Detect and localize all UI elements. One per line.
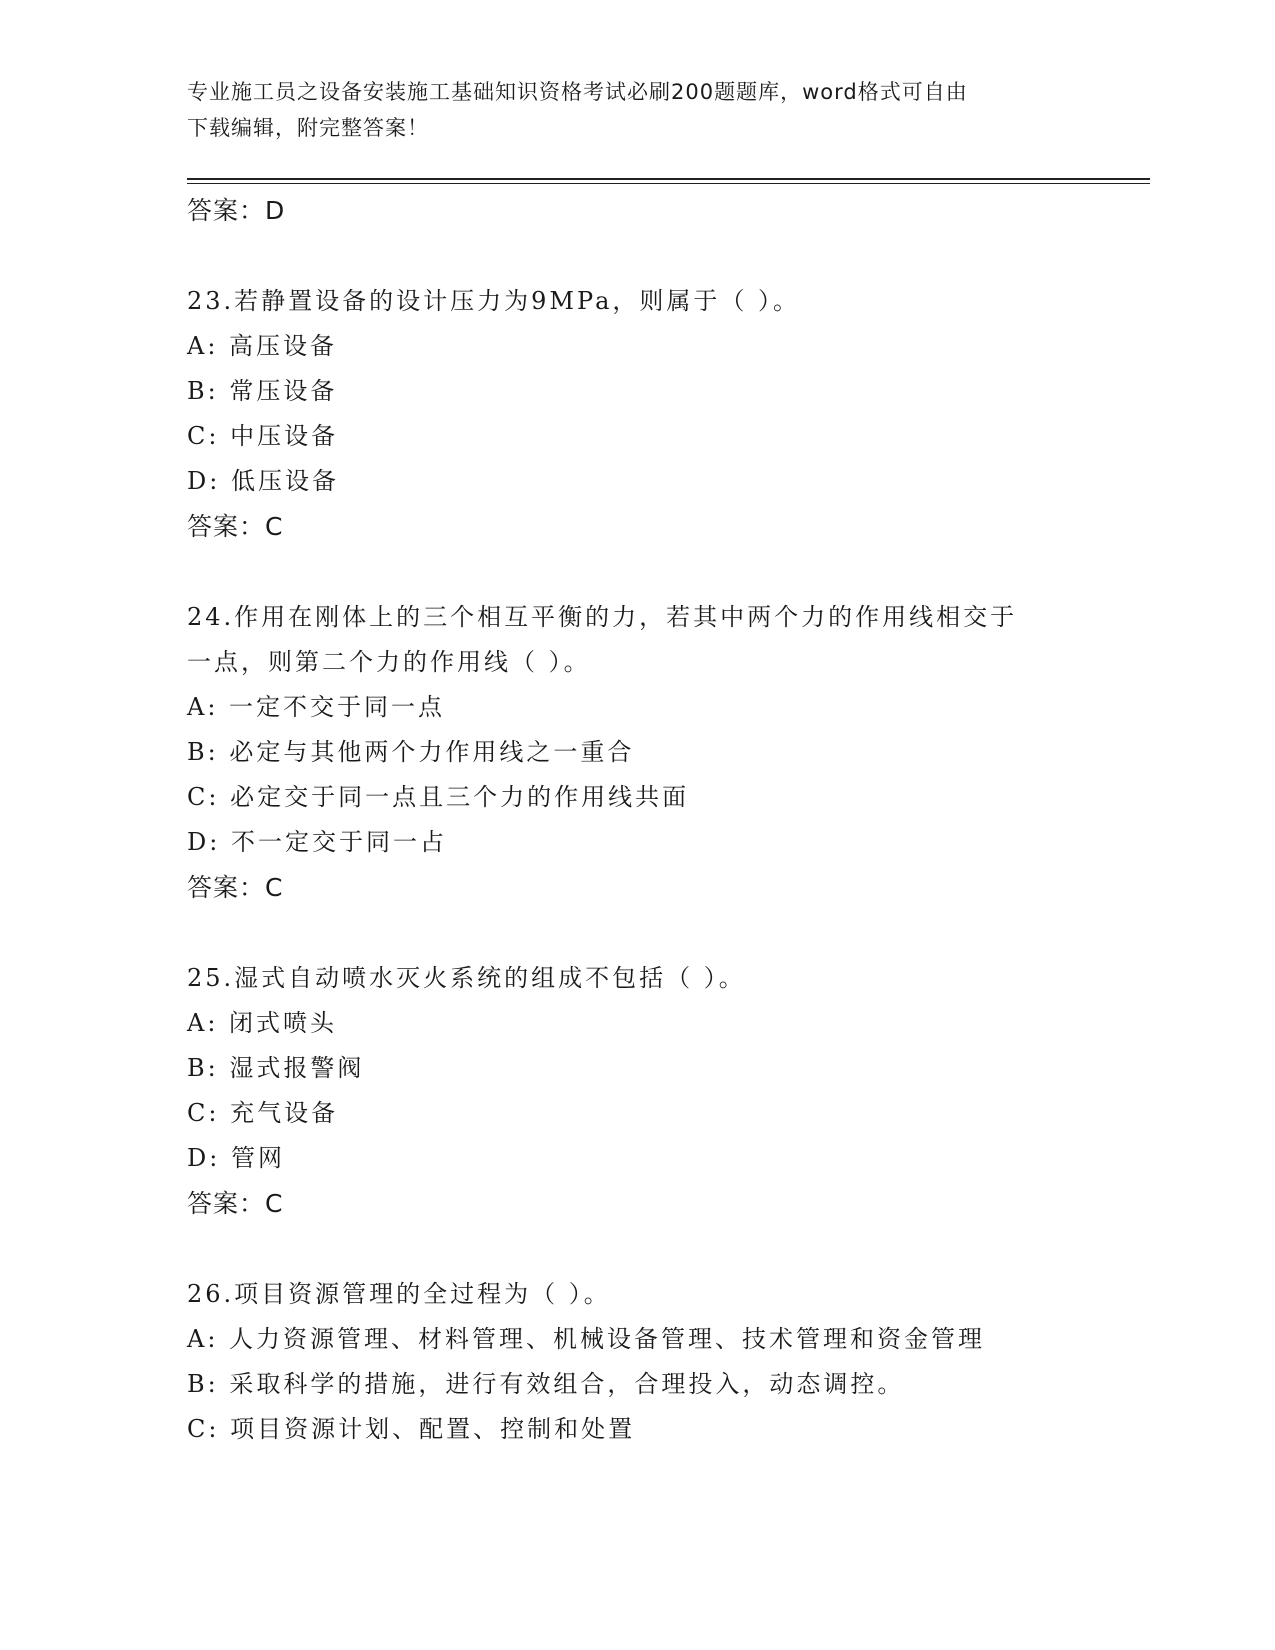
question-stem: 25.湿式自动喷水灭火系统的组成不包括（ ）。 bbox=[187, 964, 746, 992]
question-list bbox=[187, 188, 1087, 1452]
option-d: D: 低压设备 bbox=[187, 467, 339, 495]
spacer bbox=[187, 233, 1087, 279]
previous-answer: 答案：D bbox=[187, 196, 286, 225]
question-stem: 24.作用在刚体上的三个相互平衡的力，若其中两个力的作用线相交于 bbox=[187, 603, 1018, 631]
header-line-1: 专业施工员之设备安装施工基础知识资格考试必刷200题题库，word格式可自由 bbox=[187, 80, 968, 104]
option-c: C: 项目资源计划、配置、控制和处置 bbox=[187, 1415, 636, 1443]
question-26 bbox=[187, 1272, 1087, 1452]
question-25 bbox=[187, 956, 1087, 1226]
question-stem: 26.项目资源管理的全过程为（ ）。 bbox=[187, 1280, 611, 1308]
option-a: A: 高压设备 bbox=[187, 332, 338, 360]
header-line-2: 下载编辑，附完整答案！ bbox=[187, 116, 429, 140]
question-23 bbox=[187, 279, 1087, 549]
option-c: C: 中压设备 bbox=[187, 422, 339, 450]
option-b: B: 湿式报警阀 bbox=[187, 1054, 365, 1082]
option-b: B: 采取科学的措施，进行有效组合，合理投入，动态调控。 bbox=[187, 1370, 905, 1398]
question-stem-continued: 一点，则第二个力的作用线（ ）。 bbox=[187, 648, 591, 676]
option-c: C: 必定交于同一点且三个力的作用线共面 bbox=[187, 783, 690, 811]
answer-line: 答案：C bbox=[187, 873, 284, 902]
option-b: B: 必定与其他两个力作用线之一重合 bbox=[187, 738, 635, 766]
option-a: A: 闭式喷头 bbox=[187, 1009, 338, 1037]
question-24 bbox=[187, 595, 1087, 910]
question-stem: 23.若静置设备的设计压力为9MPa，则属于（ ）。 bbox=[187, 287, 801, 315]
answer-line: 答案：C bbox=[187, 1189, 284, 1218]
header-rule-thick bbox=[187, 178, 1150, 180]
document-header bbox=[187, 74, 1067, 146]
header-rule-thin bbox=[187, 183, 1150, 184]
spacer bbox=[187, 910, 1087, 956]
option-d: D: 管网 bbox=[187, 1144, 285, 1172]
option-a: A: 人力资源管理、材料管理、机械设备管理、技术管理和资金管理 bbox=[187, 1325, 986, 1353]
option-a: A: 一定不交于同一点 bbox=[187, 693, 446, 721]
spacer bbox=[187, 1226, 1087, 1272]
option-b: B: 常压设备 bbox=[187, 377, 338, 405]
answer-line: 答案：C bbox=[187, 512, 284, 541]
spacer bbox=[187, 549, 1087, 595]
option-c: C: 充气设备 bbox=[187, 1099, 339, 1127]
option-d: D: 不一定交于同一占 bbox=[187, 828, 447, 856]
